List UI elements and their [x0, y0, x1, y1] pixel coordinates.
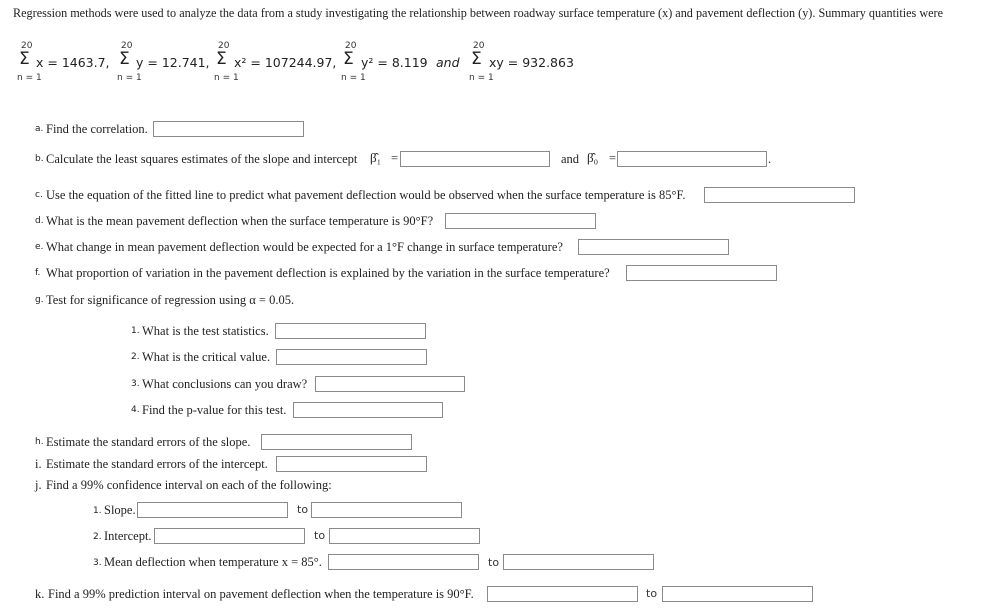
- sum-lower-limit: n = 1: [341, 73, 366, 83]
- question-letter: b.: [35, 154, 44, 164]
- and-word: and: [436, 55, 460, 70]
- sum-upper-limit: 20: [473, 41, 485, 51]
- sum-y-squared: y² = 8.119: [361, 55, 428, 70]
- pi-upper-input[interactable]: [662, 586, 813, 602]
- question-letter: i.: [35, 457, 42, 471]
- correlation-input[interactable]: [153, 121, 304, 137]
- mean-deflection-input[interactable]: [445, 213, 596, 229]
- ci-mean-upper-input[interactable]: [503, 554, 654, 570]
- subitem-number: 1.: [131, 326, 140, 336]
- question-b-text: Calculate the least squares estimates of the slope and intercept: [46, 152, 358, 166]
- question-j1-text: Slope.: [104, 503, 136, 517]
- question-h-text: Estimate the standard errors of the slope.: [46, 435, 251, 449]
- sum-lower-limit: n = 1: [117, 73, 142, 83]
- sigma-symbol: Σ: [343, 49, 354, 69]
- sum-x: x = 1463.7,: [36, 55, 110, 70]
- question-letter: f.: [35, 268, 41, 278]
- question-letter: a.: [35, 124, 44, 134]
- pi-lower-input[interactable]: [487, 586, 638, 602]
- question-i-text: Estimate the standard errors of the intercept.: [46, 457, 268, 471]
- ci-intercept-lower-input[interactable]: [154, 528, 305, 544]
- sum-x-squared: x² = 107244.97,: [234, 55, 337, 70]
- sum-upper-limit: 20: [21, 41, 33, 51]
- sum-lower-limit: n = 1: [17, 73, 42, 83]
- question-j-text: Find a 99% confidence interval on each of the following:: [46, 478, 332, 492]
- sum-upper-limit: 20: [345, 41, 357, 51]
- ci-slope-lower-input[interactable]: [137, 502, 288, 518]
- slope-symbol: β̂₁: [370, 150, 382, 165]
- question-d-text: What is the mean pavement deflection when the surface temperature is 90°F?: [46, 214, 434, 228]
- sigma-symbol: Σ: [471, 49, 482, 69]
- sigma-symbol: Σ: [19, 49, 30, 69]
- ci-intercept-upper-input[interactable]: [329, 528, 480, 544]
- question-g2-text: What is the critical value.: [142, 350, 271, 364]
- question-letter: k.: [35, 587, 45, 601]
- question-letter: j.: [35, 478, 42, 492]
- question-letter: d.: [35, 216, 44, 226]
- se-slope-input[interactable]: [261, 434, 412, 450]
- question-letter: e.: [35, 242, 44, 252]
- slope-estimate-input[interactable]: [400, 151, 550, 167]
- sum-upper-limit: 20: [121, 41, 133, 51]
- question-g1-text: What is the test statistics.: [142, 324, 269, 338]
- question-j3-text: Mean deflection when temperature x = 85°.: [104, 555, 322, 569]
- question-letter: h.: [35, 437, 44, 447]
- question-letter: c.: [35, 190, 43, 200]
- to-label: to: [488, 556, 500, 569]
- conclusions-input[interactable]: [315, 376, 465, 392]
- subitem-number: 2.: [93, 532, 102, 542]
- question-a-text: Find the correlation.: [46, 122, 148, 136]
- question-j2-text: Intercept.: [104, 529, 152, 543]
- question-f-text: What proportion of variation in the pavement deflection is explained by the variation in the surface temperature?: [46, 266, 610, 280]
- question-letter: g.: [35, 295, 44, 305]
- predicted-deflection-input[interactable]: [704, 187, 855, 203]
- equals-sign: =: [391, 151, 399, 165]
- sigma-symbol: Σ: [119, 49, 130, 69]
- se-intercept-input[interactable]: [276, 456, 427, 472]
- sum-y: y = 12.741,: [136, 55, 210, 70]
- question-g4-text: Find the p-value for this test.: [142, 403, 287, 417]
- and-word: and: [561, 152, 580, 166]
- subitem-number: 3.: [93, 558, 102, 568]
- sigma-symbol: Σ: [216, 49, 227, 69]
- sum-upper-limit: 20: [218, 41, 230, 51]
- subitem-number: 4.: [131, 405, 140, 415]
- proportion-explained-input[interactable]: [626, 265, 777, 281]
- ci-mean-lower-input[interactable]: [328, 554, 479, 570]
- question-g-text: Test for significance of regression using α = 0.05.: [46, 293, 295, 307]
- to-label: to: [646, 587, 658, 600]
- subitem-number: 2.: [131, 352, 140, 362]
- question-k-text: Find a 99% prediction interval on pavement deflection when the temperature is 90°F.: [48, 587, 474, 601]
- question-e-text: What change in mean pavement deflection would be expected for a 1°F change in surface temperature?: [46, 240, 563, 254]
- sum-lower-limit: n = 1: [469, 73, 494, 83]
- intro-text: Regression methods were used to analyze the data from a study investigating the relationship between roadway surface temperature (x) and pavement deflection (y). Summary quantities were: [13, 6, 943, 20]
- sum-xy: xy = 932.863: [489, 55, 574, 70]
- intercept-symbol: β̂₀: [587, 150, 599, 165]
- question-c-text: Use the equation of the fitted line to predict what pavement deflection would be observed when the surface temperature is 85°F.: [46, 188, 686, 202]
- question-g3-text: What conclusions can you draw?: [142, 377, 308, 391]
- to-label: to: [314, 529, 326, 542]
- intercept-estimate-input[interactable]: [617, 151, 767, 167]
- to-label: to: [297, 503, 309, 516]
- equals-sign: =: [609, 151, 617, 165]
- p-value-input[interactable]: [293, 402, 443, 418]
- subitem-number: 3.: [131, 379, 140, 389]
- sum-lower-limit: n = 1: [214, 73, 239, 83]
- test-statistic-input[interactable]: [275, 323, 426, 339]
- ci-slope-upper-input[interactable]: [311, 502, 462, 518]
- period: .: [768, 152, 772, 166]
- change-in-mean-input[interactable]: [578, 239, 729, 255]
- subitem-number: 1.: [93, 506, 102, 516]
- critical-value-input[interactable]: [276, 349, 427, 365]
